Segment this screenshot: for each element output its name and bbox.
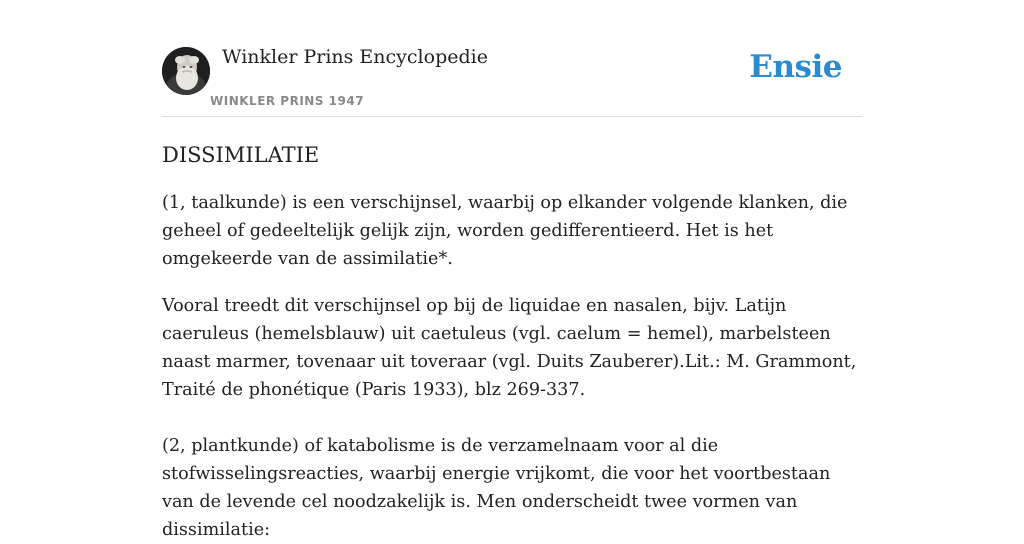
article-paragraph: (1, taalkunde) is een verschijnsel, waarbij op elkander volgende klanken, die geheel of gedeeltelijk gelijk zijn, worden gedifferentieerd. Het is het omgekeerde van de assimilatie*. xyxy=(162,193,848,269)
page-title: DISSIMILATIE xyxy=(162,143,320,167)
article xyxy=(162,139,862,544)
article-paragraph: Vooral treedt dit verschijnsel op bij de liquidae en nasalen, bijv. Latijn caeruleus (hemelsblauw) uit caetuleus (vgl. caelum = hemel), marbelsteen naast marmer, tovenaar uit toveraar (vgl. Duits Zauberer).Lit.: M. Grammont, Traité de phonétique (Paris 1933), blz 269-337. xyxy=(162,296,857,400)
source-subtitle[interactable]: WINKLER PRINS 1947 xyxy=(210,94,365,108)
header xyxy=(162,40,862,117)
brand-logo[interactable]: Ensie xyxy=(749,49,842,85)
bearded-man-portrait-icon xyxy=(162,47,210,95)
site-title[interactable]: Winkler Prins Encyclopedie xyxy=(222,46,488,68)
avatar[interactable] xyxy=(162,47,210,95)
paragraph-spacer xyxy=(162,404,862,432)
article-paragraph: (2, plantkunde) of katabolisme is de verzamelnaam voor al die stofwisselingsreacties, waarbij energie vrijkomt, die voor het voortbestaan van de levende cel noodzakelijk is. Men onderscheidt twee vormen van dissimilatie: xyxy=(162,436,831,540)
